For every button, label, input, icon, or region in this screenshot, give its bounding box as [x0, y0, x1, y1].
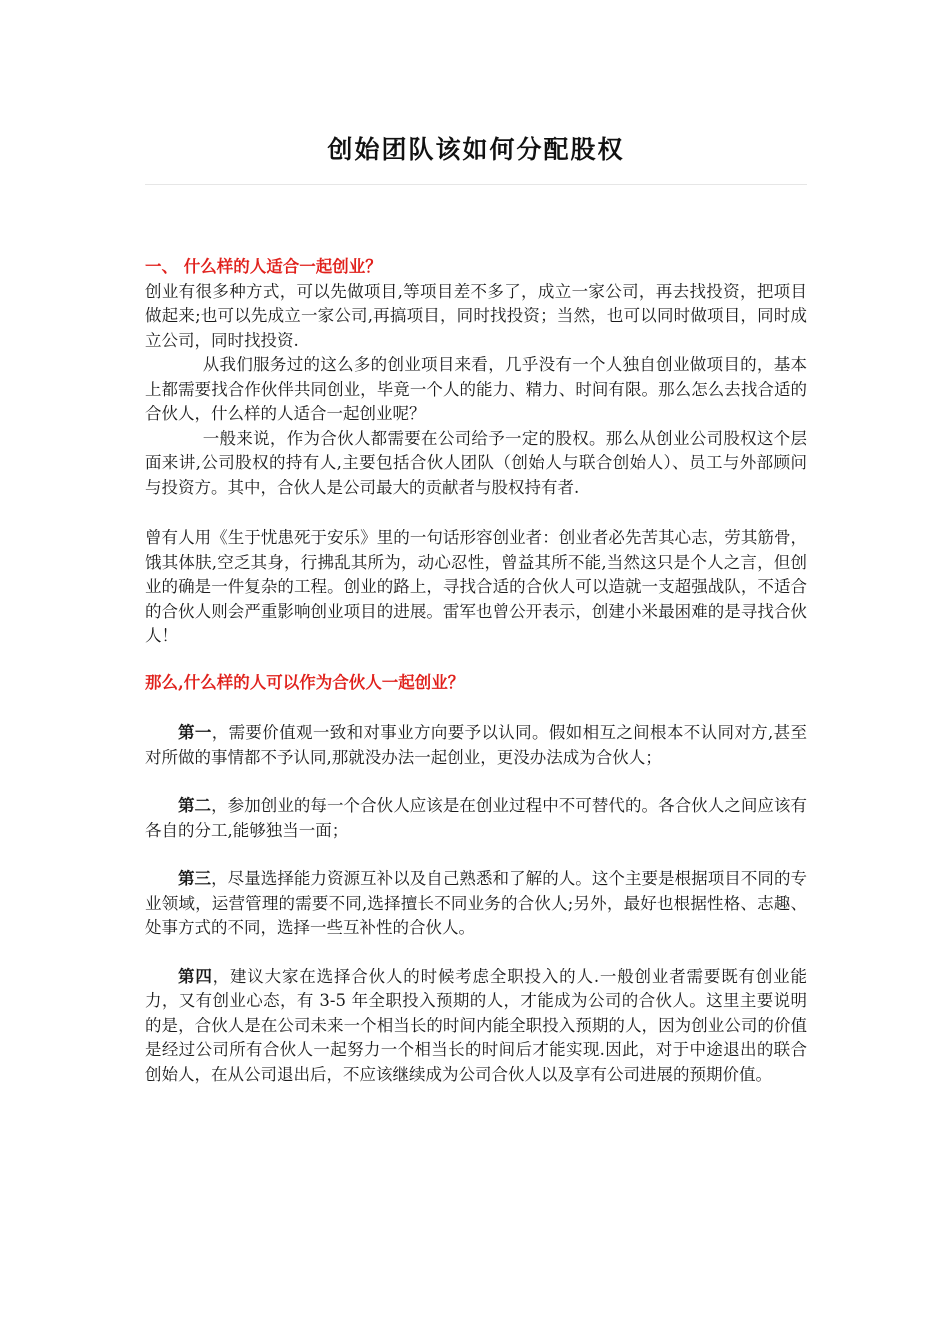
point-4	[145, 965, 807, 1088]
point-text: ，参加创业的每一个合伙人应该是在创业过程中不可替代的。各合伙人之间应该有各自的分工,能够独当一面；	[145, 796, 808, 840]
paragraph-1: 创业有很多种方式，可以先做项目,等项目差不多了，成立一家公司，再去找投资，把项目做起来;也可以先成立一家公司,再搞项目，同时找投资；当然，也可以同时做项目，同时成立公司，同时找投资.	[145, 281, 807, 350]
point-label: 第一	[178, 723, 212, 742]
point-label: 第三	[178, 869, 212, 888]
point-text: ，建议大家在选择合伙人的时候考虑全职投入的人.一般创业者需要既有创业能力，又有创业心态，有 3-5 年全职投入预期的人，才能成为公司的合伙人。这里主要说明的是，合伙人是在公司未来一个相当长的时间内能全职投入预期的人，因为创业公司的价值是经过公司所有合伙人一起努力一个相当长的时间后才能实现.因此，对于中途退出的联合创始人，在从公司退出后，不应该继续成为公司合伙人以及享有公司进展的预期价值。	[145, 966, 807, 1084]
section-heading-1: 一、 什么样的人适合一起创业？	[145, 257, 382, 276]
title-divider	[145, 184, 807, 185]
point-2	[145, 794, 807, 843]
point-text: ，需要价值观一致和对事业方向要予以认同。假如相互之间根本不认同对方,甚至对所做的事情都不予认同,那就没办法一起创业，更没办法成为合伙人；	[145, 723, 807, 767]
paragraph-2: 从我们服务过的这么多的创业项目来看，几乎没有一个人独自创业做项目的，基本上都需要找合作伙伴共同创业，毕竟一个人的能力、精力、时间有限。那么怎么去找合适的合伙人，什么样的人适合一起创业呢？	[145, 355, 807, 423]
point-1	[145, 721, 807, 770]
point-label: 第四	[178, 966, 213, 986]
document-page	[145, 0, 807, 1087]
section-heading-2: 那么,什么样的人可以作为合伙人一起创业？	[145, 672, 465, 692]
point-label: 第二	[178, 796, 212, 815]
paragraph-3: 一般来说，作为合伙人都需要在公司给予一定的股权。那么从创业公司股权这个层面来讲,公司股权的持有人,主要包括合伙人团队（创始人与联合创始人）、员工与外部顾问与投资方。其中，合伙人是公司最大的贡献者与股权持有者.	[145, 428, 807, 497]
page-title: 创始团队该如何分配股权	[327, 135, 625, 164]
point-3	[145, 867, 807, 941]
point-text: ，尽量选择能力资源互补以及自己熟悉和了解的人。这个主要是根据项目不同的专业领域，运营管理的需要不同,选择擅长不同业务的合伙人;另外，最好也根据性格、志趣、处事方式的不同，选择一些互补性的合伙人。	[145, 869, 808, 937]
paragraph-4: 曾有人用《生于忧患死于安乐》里的一句话形容创业者：创业者必先苦其心志，劳其筋骨，饿其体肤,空乏其身，行拂乱其所为，动心忍性，曾益其所不能,当然这只是个人之言，但创业的确是一件复杂的工程。创业的路上，寻找合适的合伙人可以造就一支超强战队，不适合的合伙人则会严重影响创业项目的进展。雷军也曾公开表示，创建小米最困难的是寻找合伙人！	[145, 528, 807, 645]
